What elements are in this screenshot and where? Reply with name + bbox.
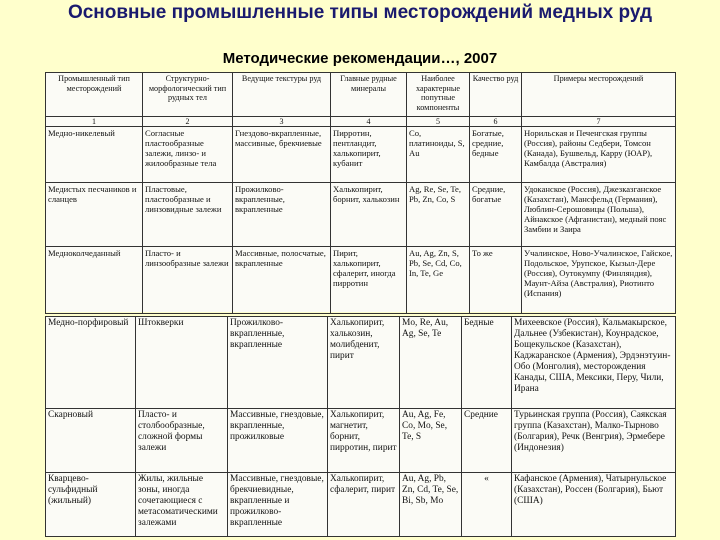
- table-row: [46, 247, 676, 314]
- table-row: [46, 127, 676, 183]
- table-cell: Халькопирит, халькозин, молибденит, пирит: [328, 317, 400, 409]
- page-title: Основные промышленные типы месторождений медных руд: [67, 2, 653, 23]
- table-row: [46, 409, 676, 473]
- table-cell: Средние: [462, 409, 512, 473]
- table-bottom-sheet: [45, 316, 675, 536]
- table-cell: Медно-никелевый: [46, 127, 143, 183]
- column-number: 3: [233, 117, 331, 127]
- column-header: Наиболее характерные попутные компоненты: [407, 73, 470, 117]
- table-cell: Au, Ag, Fe, Co, Mo, Se, Te, S: [400, 409, 462, 473]
- table-cell: Mo, Re, Au, Ag, Se, Te: [400, 317, 462, 409]
- table-cell: Норильская и Печенгская группы (Россия), районы Седбери, Томсон (Канада), Бушвельд, Карру (ЮАР), Камбалда (Австралия): [522, 127, 676, 183]
- table-cell: Медно-порфировый: [46, 317, 136, 409]
- table-cell: Au, Ag, Pb, Zn, Cd, Te, Se, Bi, Sb, Mo: [400, 473, 462, 537]
- table-cell: Пирит, халькопирит, сфалерит, иногда пирротин: [331, 247, 407, 314]
- table-cell: Удоканское (Россия), Джезказганское (Казахстан), Мансфельд (Германия), Люблин-Серошовицы (Польша), Айнакское (Афганистан), медный пояс Замбии и Заира: [522, 183, 676, 247]
- table-top-sheet: [45, 72, 675, 312]
- table-cell: Штокверки: [136, 317, 228, 409]
- table-cell: Согласные пластообразные залежи, линзо- и жилообразные тела: [143, 127, 233, 183]
- table-cell: Халькопирит, сфалерит, пирит: [328, 473, 400, 537]
- table-cell: Жилы, жильные зоны, иногда сочетающиеся с метасоматическими залежами: [136, 473, 228, 537]
- column-header: Качество руд: [470, 73, 522, 117]
- table-cell: Пластовые, пластообразные и линзовидные залежи: [143, 183, 233, 247]
- page-subtitle: Методические рекомендации…, 2007: [222, 50, 498, 67]
- table-cell: Au, Ag, Zn, S, Pb, Se, Cd, Co, In, Te, Ge: [407, 247, 470, 314]
- table-cell: Халькопирит, магнетит, борнит, пирротин, пирит: [328, 409, 400, 473]
- table-cell: Co, платиноиды, S, Au: [407, 127, 470, 183]
- table-cell: Массивные, гнездовые, вкрапленные, прожилковые: [228, 409, 328, 473]
- table-cell: Бедные: [462, 317, 512, 409]
- column-number: 1: [46, 117, 143, 127]
- column-number: 5: [407, 117, 470, 127]
- column-number: 6: [470, 117, 522, 127]
- table-cell: Массивные, полосчатые, вкрапленные: [233, 247, 331, 314]
- table-cell: Средние, богатые: [470, 183, 522, 247]
- table-row: [46, 473, 676, 537]
- table-cell: Гнездово-вкрапленные, массивные, брекчиевые: [233, 127, 331, 183]
- table-cell: Михеевское (Россия), Кальмакырское, Дальнее (Узбекистан), Коунрадское, Бощекульское (Казахстан), Каджаранское (Армения), Эрдэнэтуин-Обо (Монголия), месторождения Канады, США, Мексики, Перу, Чили, Ирана: [512, 317, 676, 409]
- table-cell: Прожилково-вкрапленные, вкрапленные: [233, 183, 331, 247]
- table-cell: Кварцево-сульфидный (жильный): [46, 473, 136, 537]
- table-cell: Учалинское, Ново-Учалинское, Гайское, Подольское, Урупское, Кызыл-Дере (Россия), Оутокумпу (Финляндия), Маунт-Айза (Австралия), Риотинто (Испания): [522, 247, 676, 314]
- table-cell: Пласто- и столбообразные, сложной формы залежи: [136, 409, 228, 473]
- column-header: Ведущие текстуры руд: [233, 73, 331, 117]
- table-cell: Турьинская группа (Россия), Саякская группа (Казахстан), Малко-Тырново (Болгария), Речк (Венгрия), Эрмебере (Индонезия): [512, 409, 676, 473]
- table-cell: То же: [470, 247, 522, 314]
- table-cell: Прожилково-вкрапленные, вкрапленные: [228, 317, 328, 409]
- table-cell: Богатые, средние, бедные: [470, 127, 522, 183]
- table-cell: Скарновый: [46, 409, 136, 473]
- table-cell: Кафанское (Армения), Чатырнульское (Казахстан), Россен (Болгария), Бьют (США): [512, 473, 676, 537]
- column-header: Примеры месторождений: [522, 73, 676, 117]
- column-number: 4: [331, 117, 407, 127]
- column-number: 2: [143, 117, 233, 127]
- column-header: Главные рудные минералы: [331, 73, 407, 117]
- table-row: [46, 317, 676, 409]
- table-cell: Пласто- и линзообразные залежи: [143, 247, 233, 314]
- deposits-table-bottom: [45, 316, 676, 537]
- column-header: Структурно-морфологический тип рудных тел: [143, 73, 233, 117]
- table-cell: Пирротин, пентландит, халькопирит, кубанит: [331, 127, 407, 183]
- table-cell: «: [462, 473, 512, 537]
- table-cell: Медноколчеданный: [46, 247, 143, 314]
- column-number: 7: [522, 117, 676, 127]
- table-cell: Ag, Re, Se, Te, Pb, Zn, Co, S: [407, 183, 470, 247]
- table-cell: Медистых песчаников и сланцев: [46, 183, 143, 247]
- table-cell: Халькопирит, борнит, халькозин: [331, 183, 407, 247]
- deposits-table-top: [45, 72, 676, 314]
- table-cell: Массивные, гнездовые, брекчиевидные, вкрапленные и прожилково-вкрапленные: [228, 473, 328, 537]
- table-row: [46, 183, 676, 247]
- column-header: Промышленный тип месторождений: [46, 73, 143, 117]
